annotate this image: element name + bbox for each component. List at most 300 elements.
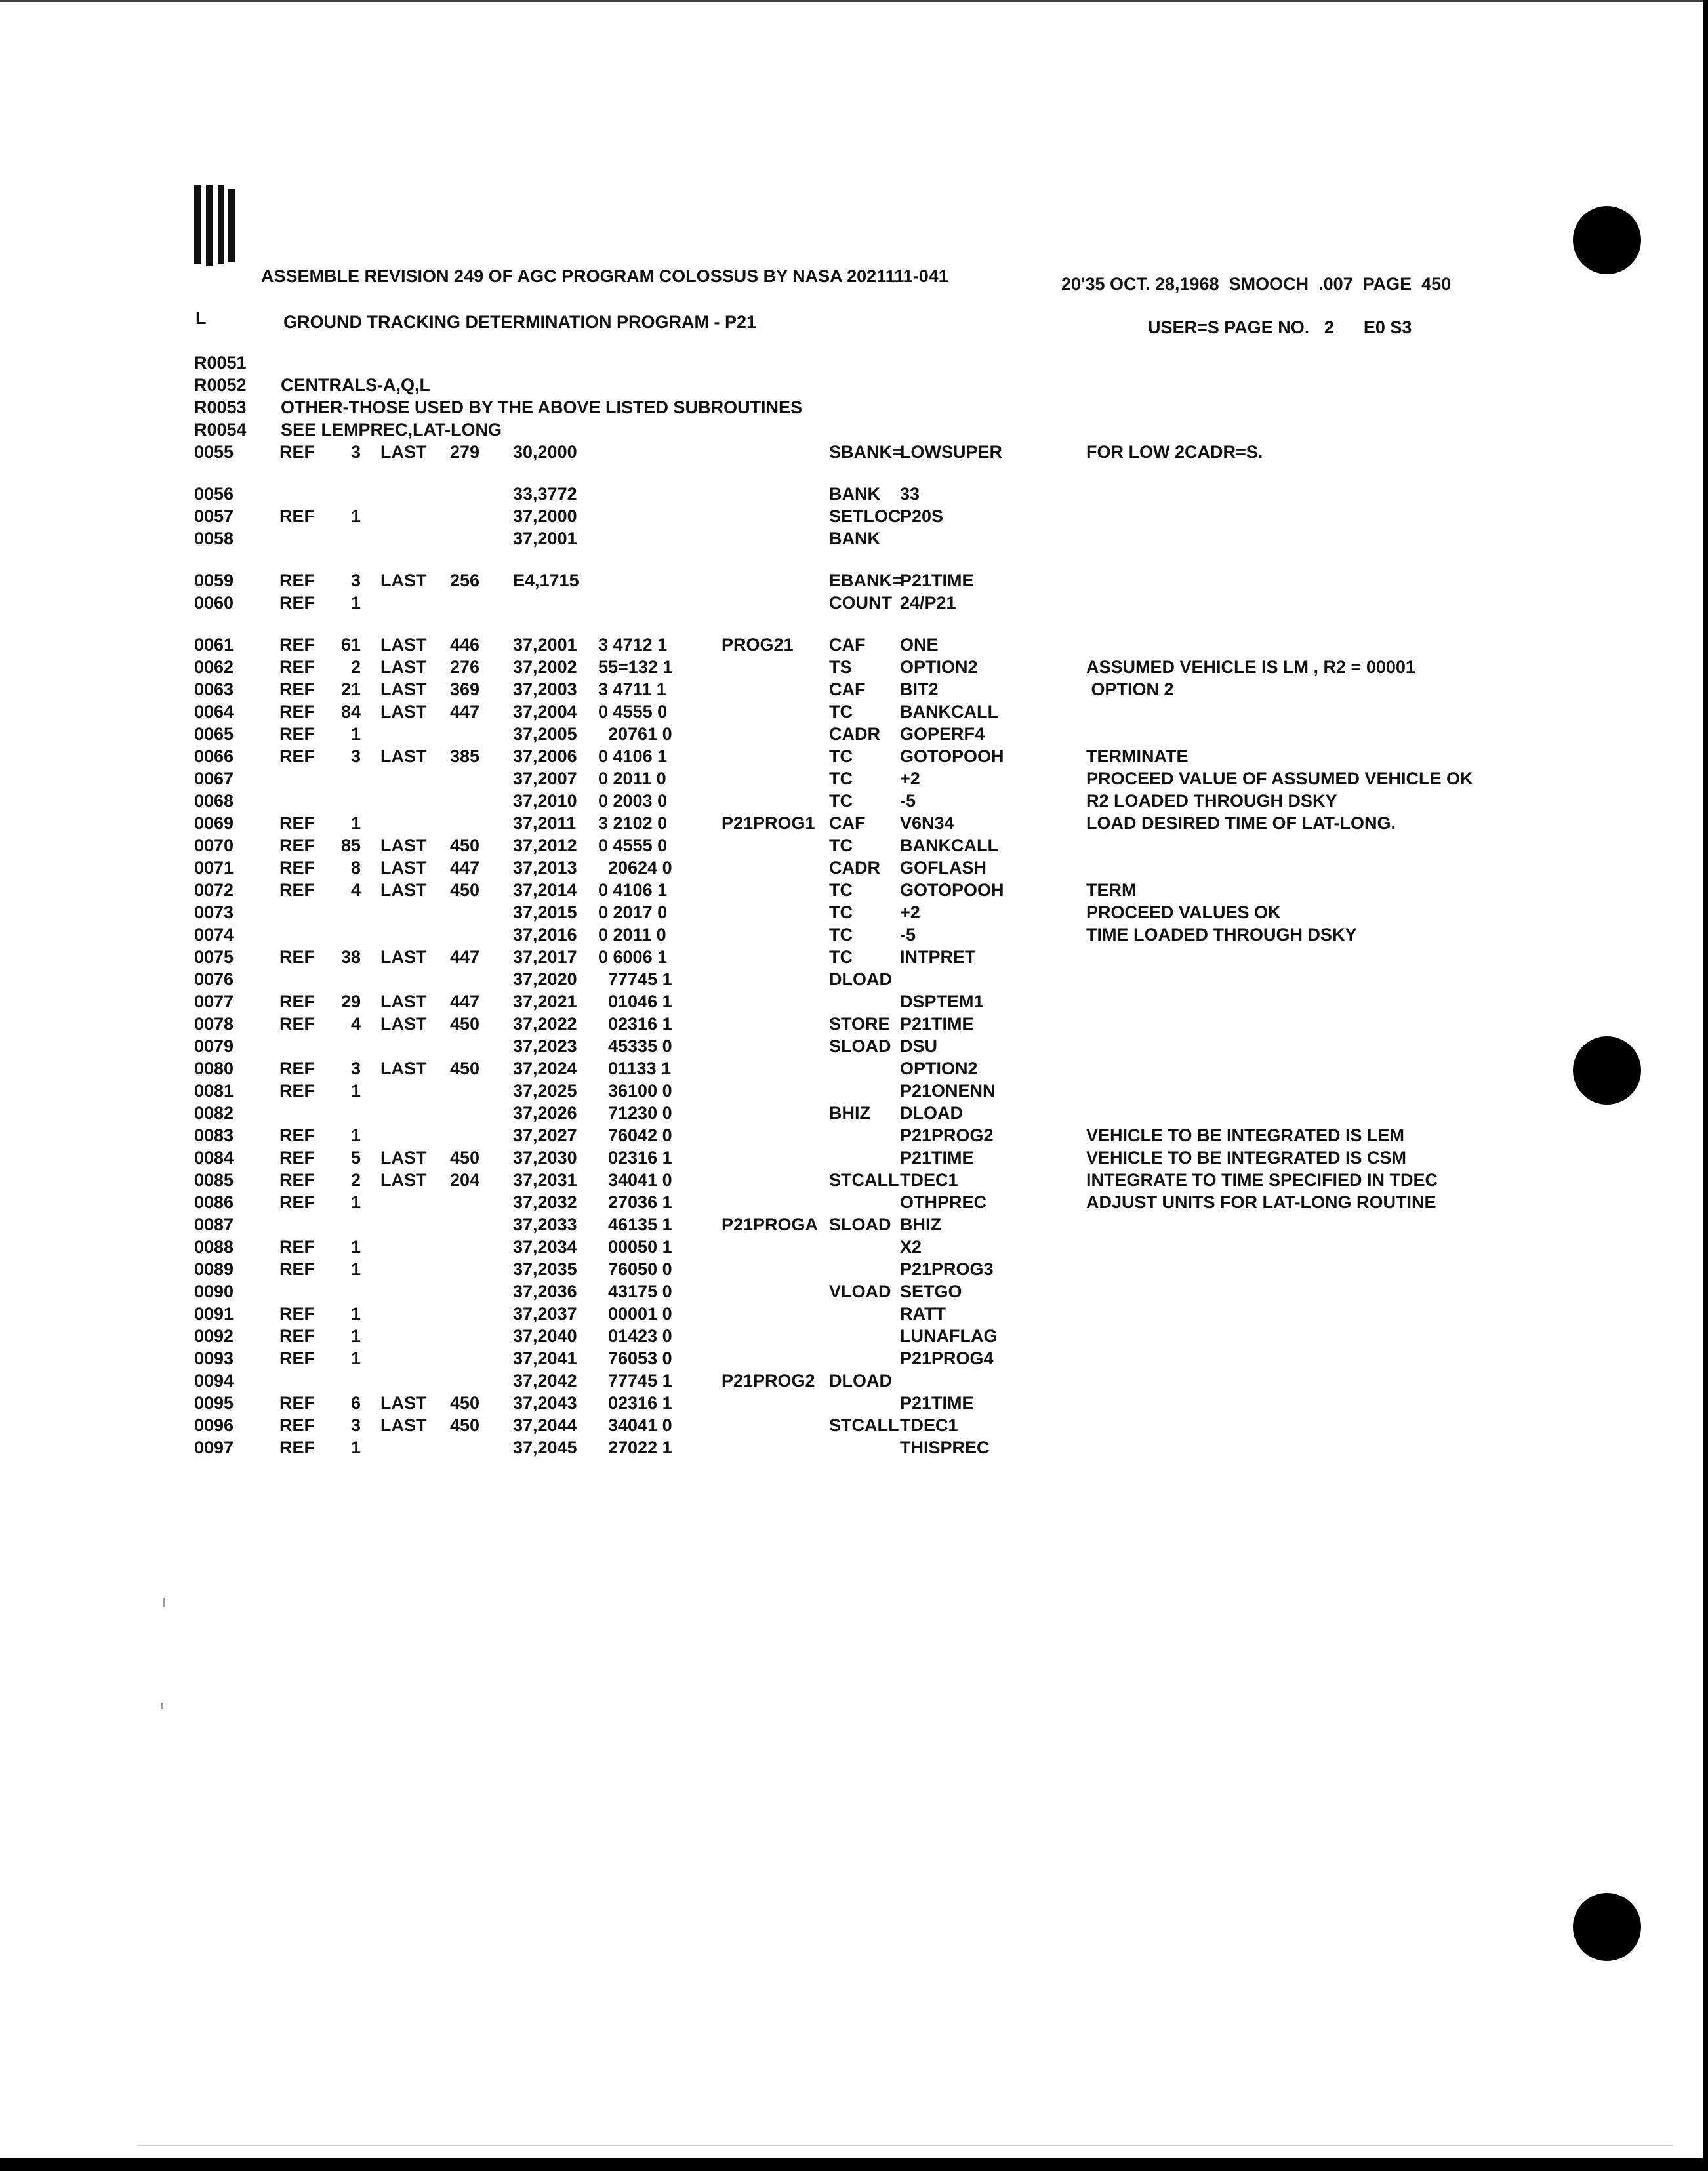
last-page: 450 [450,836,480,855]
line-number: 0095 [194,1393,234,1413]
operand: GOFLASH [900,858,986,878]
operand: OTHPREC [900,1192,987,1212]
remark-row [0,399,1708,421]
octal-word: 01046 1 [598,992,672,1011]
octal-word: 27036 1 [598,1192,672,1212]
listing-row [0,926,1708,948]
operand: BANKCALL [900,702,998,721]
address: 37,2012 [513,836,577,855]
address: 37,2011 [513,813,577,833]
octal-word: 43175 0 [598,1282,672,1301]
listing-row [0,971,1708,993]
listing-marker-icon [192,185,237,269]
scan-bottom-edge [0,2158,1708,2171]
ref-marker: REF [279,746,315,766]
opcode: TC [829,880,853,900]
comment: FOR LOW 2CADR=S. [1086,442,1263,462]
opcode: VLOAD [829,1282,891,1301]
scan-speck [161,1703,163,1709]
octal-word: 02316 1 [598,1014,672,1034]
address: 30,2000 [513,442,577,462]
octal-word: 00050 1 [598,1237,672,1257]
address: 37,2001 [513,529,577,548]
ref-marker: REF [279,702,315,721]
remark-text: CENTRALS-A,Q,L [281,375,430,395]
address: 37,2045 [513,1438,577,1457]
octal-word: 0 2011 0 [598,925,666,944]
operand: DLOAD [900,1103,963,1123]
octal-word: 34041 0 [598,1170,672,1190]
line-number: 0082 [194,1103,234,1123]
last-page: 450 [450,1415,480,1435]
last-marker: LAST [380,836,427,855]
ref-marker: REF [279,1438,315,1457]
operand: +2 [900,769,920,788]
ref-count: 1 [350,724,361,744]
line-number: 0094 [194,1371,234,1390]
octal-word: 0 4555 0 [598,836,668,855]
line-number: 0087 [194,1215,234,1234]
line-number: 0055 [194,442,234,462]
address: 33,3772 [513,484,577,504]
operand: 24/P21 [900,593,956,613]
operand: INTPRET [900,947,976,967]
page-top-edge [0,0,1708,2]
octal-word: 27022 1 [598,1438,672,1457]
line-number: 0076 [194,969,234,989]
remark-text: OTHER-THOSE USED BY THE ABOVE LISTED SUBROUTINES [281,397,803,417]
last-marker: LAST [380,746,427,766]
address: 37,2016 [513,925,577,944]
last-page: 276 [450,657,480,677]
comment: TERMINATE [1086,746,1189,766]
address: 37,2026 [513,1103,577,1123]
octal-word: 02316 1 [598,1393,672,1413]
ref-count: 3 [350,1059,361,1078]
operand: P21ONENN [900,1081,996,1101]
octal-word: 3 4712 1 [598,635,668,655]
ref-marker: REF [279,1349,315,1368]
ref-marker: REF [279,947,315,967]
listing-row [0,815,1708,837]
line-number: 0073 [194,903,234,922]
user-page-number: USER=S PAGE NO. 2 E0 S3 [1148,317,1412,337]
last-marker: LAST [380,1170,427,1190]
opcode: SLOAD [829,1215,891,1234]
listing-row [0,1305,1708,1328]
last-marker: LAST [380,947,427,967]
comment: PROCEED VALUES OK [1086,903,1281,922]
octal-word: 71230 0 [598,1103,672,1123]
ref-marker: REF [279,442,315,462]
listing-row [0,530,1708,552]
octal-word: 00001 0 [598,1304,672,1324]
last-page: 447 [450,858,480,878]
line-number: 0061 [194,635,234,655]
listing-row [0,1439,1708,1461]
scan-speck [163,1598,165,1607]
line-number: 0091 [194,1304,234,1324]
last-marker: LAST [380,635,427,655]
operand: DSU [900,1036,938,1056]
octal-word: 3 4711 1 [598,680,666,699]
ref-count: 6 [350,1393,361,1413]
opcode: BANK [829,529,880,548]
comment: OPTION 2 [1086,680,1174,699]
address: 37,2040 [513,1326,577,1346]
address: 37,2014 [513,880,577,900]
address: 37,2020 [513,969,577,989]
line-number: 0078 [194,1014,234,1034]
line-number: 0068 [194,791,234,811]
ref-count: 5 [350,1148,361,1167]
octal-word: 0 4106 1 [598,880,668,900]
address: 37,2022 [513,1014,577,1034]
ref-count: 1 [350,1081,361,1101]
scan-bottom-line [138,2145,1673,2146]
ref-count: 1 [350,593,361,613]
line-number: 0057 [194,506,234,526]
section-letter: L [195,308,207,328]
octal-word: 36100 0 [598,1081,672,1101]
line-number: 0059 [194,571,234,590]
comment: VEHICLE TO BE INTEGRATED IS CSM [1086,1148,1407,1167]
line-number: 0065 [194,724,234,744]
ref-marker: REF [279,813,315,833]
opcode: TC [829,702,853,721]
ref-count: 1 [350,1349,361,1368]
address: 37,2006 [513,746,577,766]
last-marker: LAST [380,858,427,878]
listing-row [0,725,1708,748]
remark-row [0,376,1708,399]
ref-marker: REF [279,880,315,900]
ref-count: 21 [341,680,361,699]
opcode: CAF [829,680,866,699]
listing-row [0,1015,1708,1038]
last-page: 385 [450,746,480,766]
operand: X2 [900,1237,922,1257]
address: 37,2027 [513,1126,577,1145]
listing-row [0,443,1708,466]
last-marker: LAST [380,680,427,699]
ref-count: 3 [350,1415,361,1435]
comment: ASSUMED VEHICLE IS LM , R2 = 00001 [1086,657,1415,677]
opcode: BHIZ [829,1103,870,1123]
address: 37,2035 [513,1259,577,1279]
listing-row [0,1105,1708,1127]
address: 37,2030 [513,1148,577,1167]
last-marker: LAST [380,702,427,721]
comment: PROCEED VALUE OF ASSUMED VEHICLE OK [1086,769,1473,788]
opcode: CADR [829,724,880,744]
line-number: 0081 [194,1081,234,1101]
ref-count: 1 [350,1237,361,1257]
last-marker: LAST [380,657,427,677]
comment: ADJUST UNITS FOR LAT-LONG ROUTINE [1086,1192,1436,1212]
address: 37,2013 [513,858,577,878]
operand: V6N34 [900,813,954,833]
listing-row [0,1060,1708,1082]
operand: GOTOPOOH [900,880,1004,900]
address: 37,2004 [513,702,577,721]
comment: TIME LOADED THROUGH DSKY [1086,925,1357,944]
octal-word: 3 2102 0 [598,813,668,833]
symbol-label: P21PROG2 [722,1371,815,1390]
octal-word: 20761 0 [598,724,672,744]
ref-count: 8 [350,858,361,878]
last-page: 369 [450,680,480,699]
punch-hole-bottom [1573,1893,1641,1961]
remark-row [0,354,1708,376]
opcode: TC [829,925,853,944]
ref-marker: REF [279,1170,315,1190]
last-page: 450 [450,1393,480,1413]
octal-word: 0 2003 0 [598,791,668,811]
listing-row [0,1082,1708,1105]
operand: BANKCALL [900,836,998,855]
opcode: CAF [829,813,866,833]
opcode: CAF [829,635,866,655]
octal-word: 0 4555 0 [598,702,668,721]
address: 37,2021 [513,992,577,1011]
line-number: 0063 [194,680,234,699]
ref-count: 85 [341,836,361,855]
listing-row [0,659,1708,681]
operand: P21TIME [900,571,974,590]
symbol-label: P21PROG1 [722,813,815,833]
octal-word: 76042 0 [598,1126,672,1145]
operand: P21PROG4 [900,1349,994,1368]
line-number: 0079 [194,1036,234,1056]
opcode: TC [829,947,853,967]
operand: GOPERF4 [900,724,985,744]
operand: P21TIME [900,1148,974,1167]
octal-word: 76050 0 [598,1259,672,1279]
ref-marker: REF [279,571,315,590]
listing-row [0,703,1708,725]
last-marker: LAST [380,880,427,900]
line-number: 0090 [194,1282,234,1301]
symbol-label: P21PROGA [722,1215,819,1234]
address: 37,2001 [513,635,577,655]
ref-marker: REF [279,635,315,655]
ref-marker: REF [279,858,315,878]
operand: -5 [900,925,916,944]
address: 37,2033 [513,1215,577,1234]
opcode: SETLOC [829,506,901,526]
line-number: 0069 [194,813,234,833]
last-page: 450 [450,880,480,900]
listing-row [0,1328,1708,1350]
line-number: 0066 [194,746,234,766]
address: 37,2037 [513,1304,577,1324]
ref-marker: REF [279,657,315,677]
address: 37,2034 [513,1237,577,1257]
last-marker: LAST [380,992,427,1011]
address: 37,2002 [513,657,577,677]
address: 37,2015 [513,903,577,922]
address: 37,2036 [513,1282,577,1301]
date-page-line: 20'35 OCT. 28,1968 SMOOCH .007 PAGE 450 [1061,274,1452,294]
opcode: COUNT [829,593,892,613]
octal-word: 20624 0 [598,858,672,878]
page-title: GROUND TRACKING DETERMINATION PROGRAM - P21 [283,312,757,332]
ref-marker: REF [279,1148,315,1167]
line-number: 0071 [194,858,234,878]
ref-marker: REF [279,1059,315,1078]
ref-count: 61 [341,635,361,655]
address: 37,2024 [513,1059,577,1078]
ref-marker: REF [279,724,315,744]
operand: P21TIME [900,1014,974,1034]
ref-marker: REF [279,1259,315,1279]
last-page: 450 [450,1148,480,1167]
comment: TERM [1086,880,1137,900]
listing-row [0,770,1708,792]
ref-marker: REF [279,506,315,526]
line-number: 0085 [194,1170,234,1190]
address: 37,2007 [513,769,577,788]
line-number: 0084 [194,1148,234,1167]
opcode: DLOAD [829,1371,892,1390]
octal-word: 0 6006 1 [598,947,668,967]
comment: R2 LOADED THROUGH DSKY [1086,791,1337,811]
last-page: 446 [450,635,480,655]
opcode: DLOAD [829,969,892,989]
remark-text: SEE LEMPREC,LAT-LONG [281,420,502,439]
listing-row [0,1127,1708,1149]
last-page: 450 [450,1014,480,1034]
line-number: 0062 [194,657,234,677]
address: 37,2005 [513,724,577,744]
listing-row [0,859,1708,882]
listing-row [0,1038,1708,1060]
line-number: R0053 [194,397,247,417]
octal-word: 77745 1 [598,1371,672,1390]
operand: TDEC1 [900,1170,958,1190]
operand: ONE [900,635,939,655]
last-page: 256 [450,571,480,590]
last-marker: LAST [380,442,427,462]
operand: P20S [900,506,944,526]
line-number: 0075 [194,947,234,967]
address: 37,2000 [513,506,577,526]
ref-marker: REF [279,836,315,855]
operand: LOWSUPER [900,442,1003,462]
opcode: SBANK= [829,442,903,462]
octal-word: 01133 1 [598,1059,672,1078]
ref-count: 29 [341,992,361,1011]
octal-word: 46135 1 [598,1215,672,1234]
ref-count: 1 [350,506,361,526]
address: 37,2031 [513,1170,577,1190]
listing-row [0,1194,1708,1216]
address: 37,2032 [513,1192,577,1212]
ref-count: 84 [341,702,361,721]
operand: BIT2 [900,680,939,699]
address: 37,2017 [513,947,577,967]
ref-count: 3 [350,442,361,462]
address: 37,2043 [513,1393,577,1413]
ref-count: 3 [350,746,361,766]
last-marker: LAST [380,1148,427,1167]
last-marker: LAST [380,1059,427,1078]
opcode: BANK [829,484,880,504]
listing-row [0,1283,1708,1305]
listing-row [0,1394,1708,1417]
last-marker: LAST [380,1393,427,1413]
listing-row [0,882,1708,904]
octal-word: 76053 0 [598,1349,672,1368]
opcode: TC [829,791,853,811]
listing-row [0,636,1708,659]
address: E4,1715 [513,571,579,590]
operand: DSPTEM1 [900,992,984,1011]
listing-row [0,508,1708,530]
operand: LUNAFLAG [900,1326,998,1346]
ref-count: 1 [350,1126,361,1145]
address: 37,2010 [513,791,577,811]
line-number: R0052 [194,375,247,395]
ref-count: 1 [350,1304,361,1324]
ref-count: 2 [350,1170,361,1190]
operand: P21TIME [900,1393,974,1413]
ref-marker: REF [279,1304,315,1324]
operand: P21PROG3 [900,1259,994,1279]
octal-word: 0 2017 0 [598,903,668,922]
comment: VEHICLE TO BE INTEGRATED IS LEM [1086,1126,1405,1145]
operand: GOTOPOOH [900,746,1004,766]
octal-word: 77745 1 [598,969,672,989]
listing-row [0,1261,1708,1283]
listing-row [0,594,1708,617]
last-marker: LAST [380,1415,427,1435]
line-number: 0080 [194,1059,234,1078]
octal-word: 55=132 1 [598,657,673,677]
address: 37,2044 [513,1415,577,1435]
opcode: TC [829,769,853,788]
ref-count: 4 [350,880,361,900]
line-number: 0083 [194,1126,234,1145]
ref-marker: REF [279,1393,315,1413]
line-number: 0088 [194,1237,234,1257]
operand: +2 [900,903,920,922]
ref-count: 4 [350,1014,361,1034]
octal-word: 01423 0 [598,1326,672,1346]
ref-marker: REF [279,992,315,1011]
last-page: 204 [450,1170,480,1190]
last-page: 450 [450,1059,480,1078]
ref-marker: REF [279,1126,315,1145]
ref-marker: REF [279,1237,315,1257]
listing-row [0,681,1708,703]
opcode: TC [829,903,853,922]
operand: OPTION2 [900,1059,978,1078]
opcode: CADR [829,858,880,878]
line-number: 0092 [194,1326,234,1346]
line-number: 0077 [194,992,234,1011]
opcode: EBANK= [829,571,903,590]
address: 37,2003 [513,680,577,699]
ref-marker: REF [279,1192,315,1212]
last-page: 279 [450,442,480,462]
octal-word: 0 4106 1 [598,746,668,766]
opcode: STORE [829,1014,890,1034]
line-number: 0086 [194,1192,234,1212]
listing-row [0,1238,1708,1261]
operand: TDEC1 [900,1415,958,1435]
